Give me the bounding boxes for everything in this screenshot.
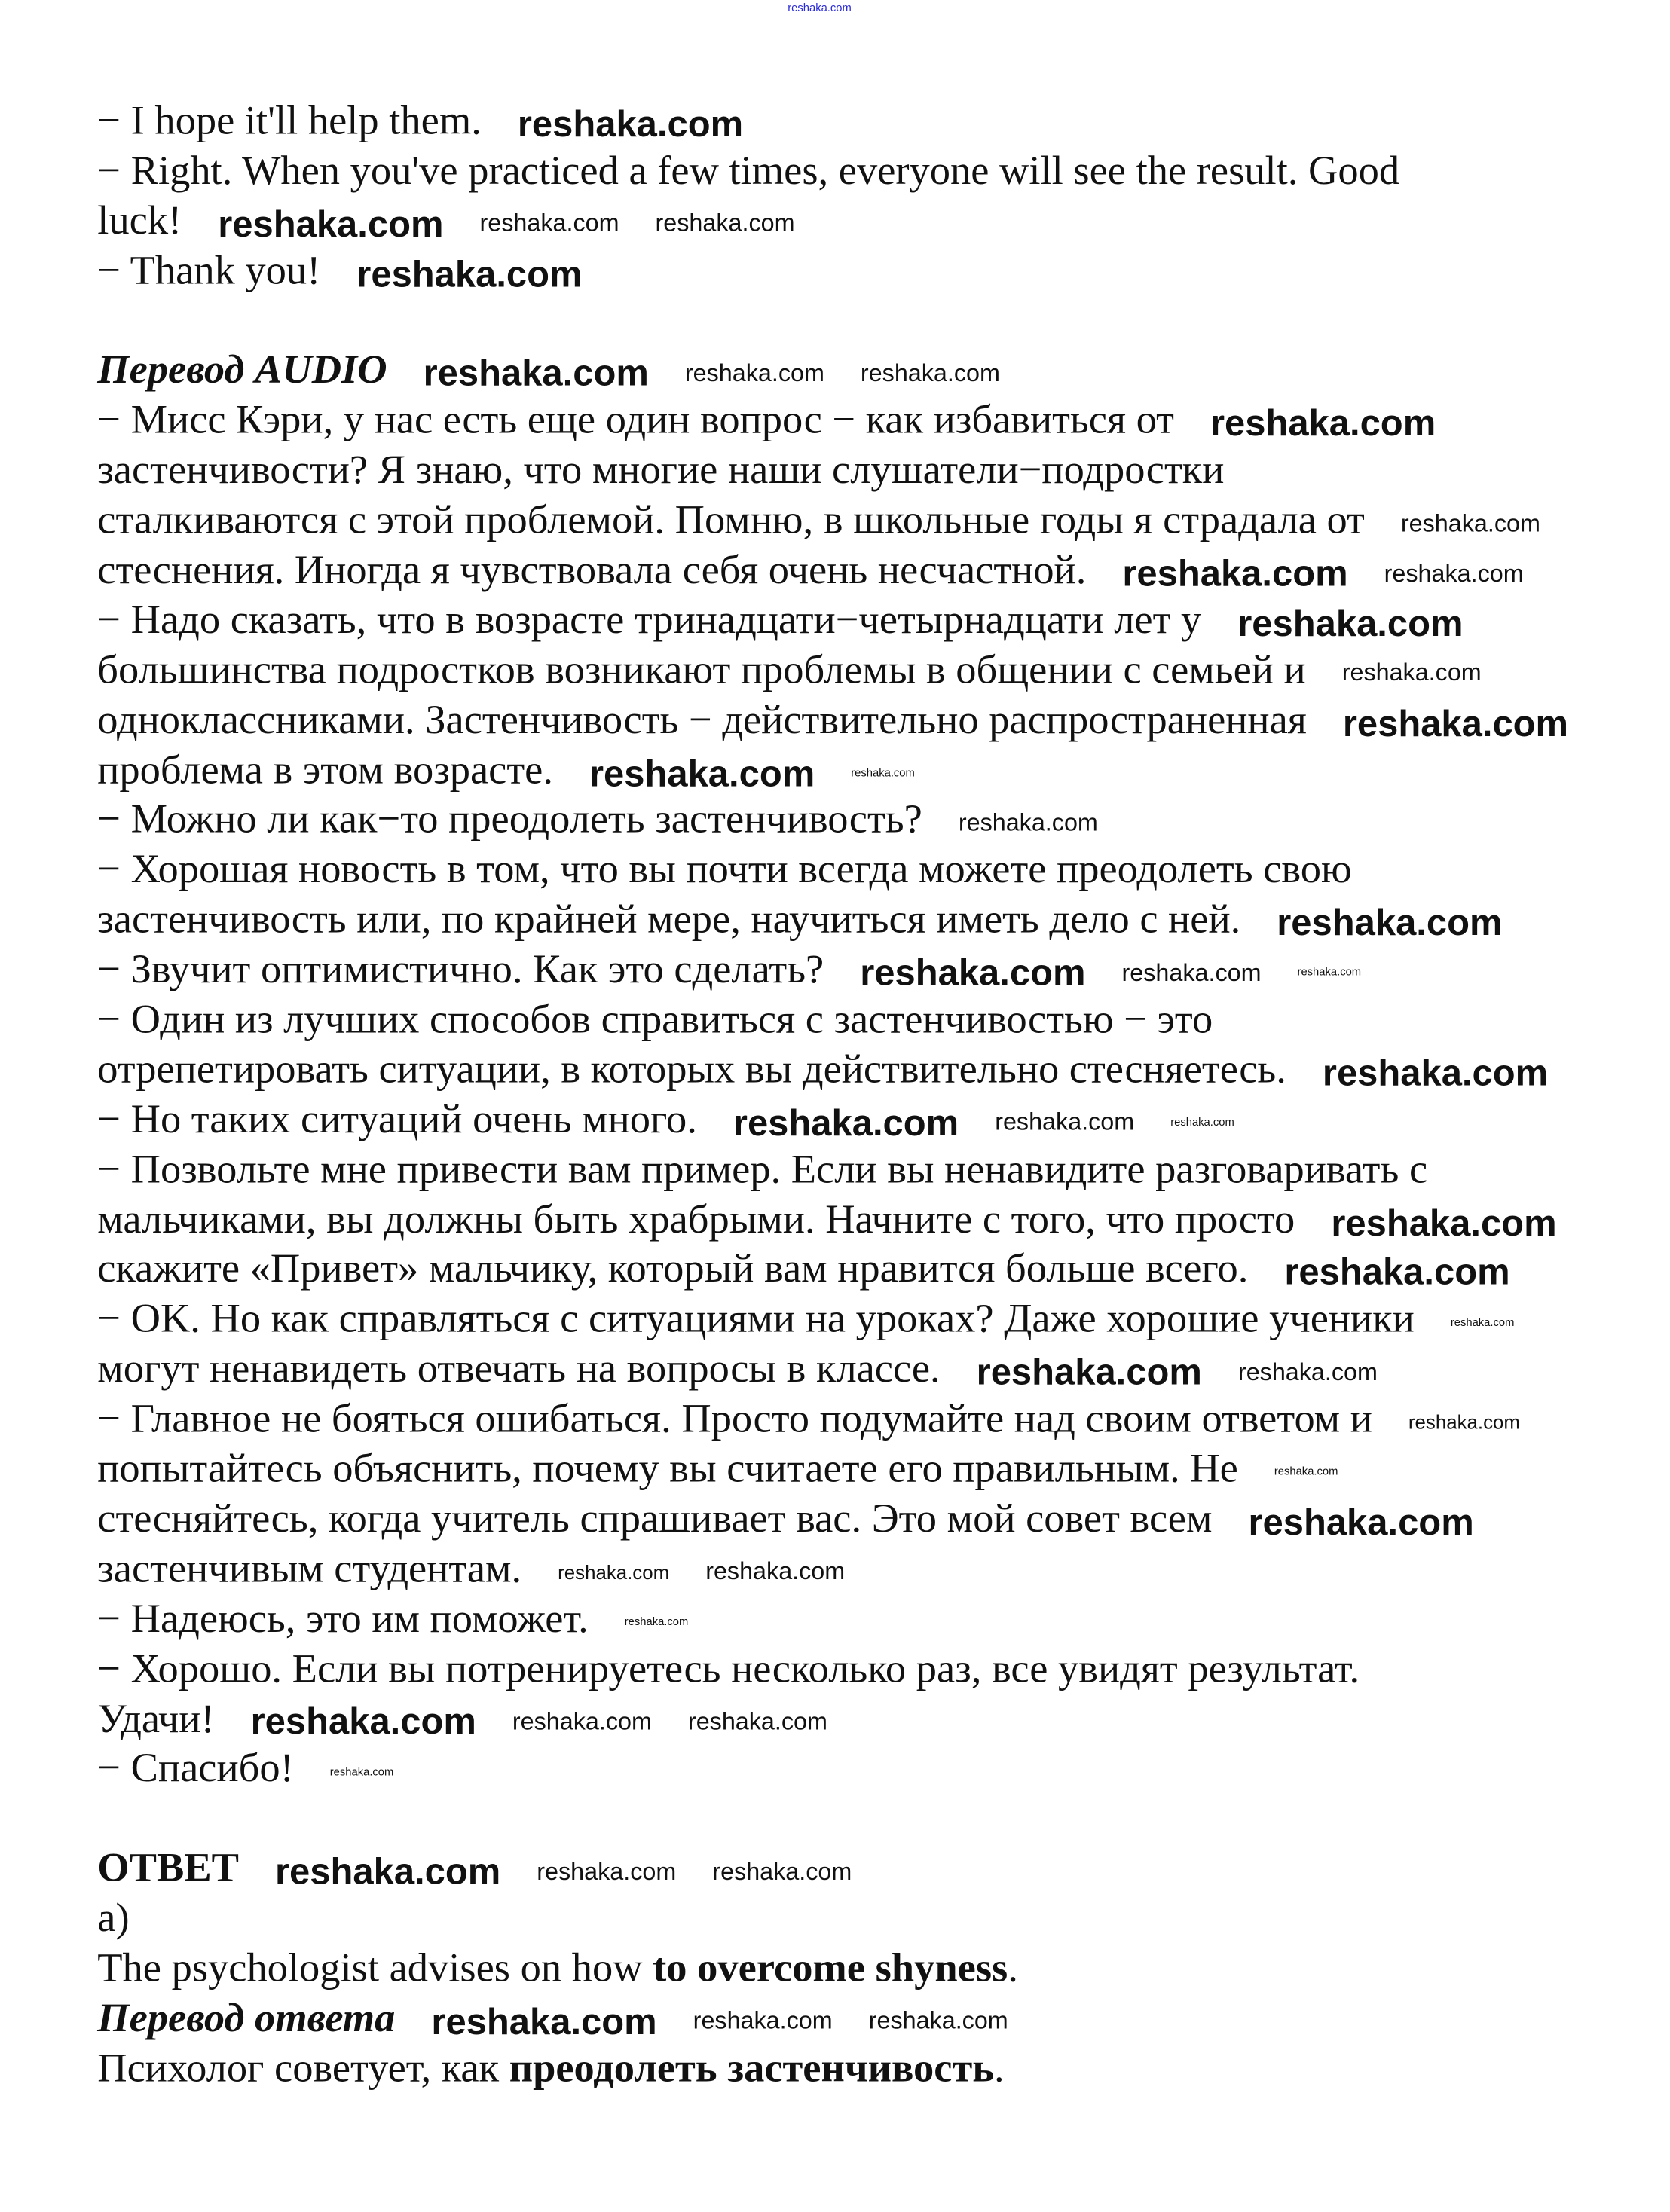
watermark: reshaka.com: [1274, 1465, 1338, 1478]
site-mark: reshaka.com: [788, 1, 852, 14]
watermark: reshaka.com: [356, 252, 583, 295]
watermark: reshaka.com: [329, 1764, 394, 1778]
watermark: reshaka.com: [860, 952, 1086, 994]
line-text: − I hope it'll help them.: [97, 99, 482, 144]
line-text: − Но таких ситуаций очень много.: [97, 1097, 697, 1142]
watermark: reshaka.com: [1331, 1201, 1557, 1244]
text-line: [97, 1396, 1520, 1446]
text-line: [97, 1695, 827, 1745]
watermark: reshaka.com: [1237, 1357, 1378, 1386]
line-text: стеснения. Иногда я чувствовала себя очень несчастной.: [97, 548, 1087, 593]
text-line: [97, 646, 1481, 696]
text-line: [97, 1096, 1234, 1146]
watermark: reshaka.com: [589, 752, 815, 794]
watermark: reshaka.com: [733, 1101, 959, 1144]
line-text: Удачи!: [97, 1697, 215, 1742]
text-line: [97, 1146, 1427, 1196]
text-line: [97, 547, 1523, 597]
line-text: мальчиками, вы должны быть храбрыми. Начните с того, что просто: [97, 1197, 1295, 1242]
watermark: reshaka.com: [958, 808, 1098, 836]
text-line: [97, 2045, 1004, 2094]
watermark: reshaka.com: [423, 353, 649, 395]
text-line: [97, 747, 915, 796]
text-line: [97, 1346, 1378, 1395]
text-line: [97, 1945, 1018, 1995]
line-text: стесняйтесь, когда учитель спрашивает вас. Это мой совет всем: [97, 1496, 1213, 1542]
line-text: − Хорошая новость в том, что вы почти всегда можете преодолеть свою: [97, 848, 1352, 893]
text-line: [97, 597, 1463, 646]
line-text: − Мисс Кэри, у нас есть еще один вопрос − как избавиться от: [97, 398, 1174, 443]
text-line: [97, 1296, 1514, 1346]
watermark: reshaka.com: [1277, 902, 1503, 944]
text-line: [97, 1196, 1556, 1245]
line-text: − Thank you!: [97, 248, 321, 294]
watermark: reshaka.com: [537, 1856, 677, 1885]
text-line: [97, 148, 1399, 197]
text-line: [97, 1596, 688, 1645]
line-text: застенчивость или, по крайней мере, научиться иметь дело с ней.: [97, 897, 1241, 943]
heading-line: [97, 347, 1000, 397]
watermark: reshaka.com: [1384, 558, 1524, 587]
watermark: reshaka.com: [1342, 701, 1569, 744]
watermark: reshaka.com: [1121, 958, 1262, 986]
watermark: reshaka.com: [995, 1108, 1135, 1136]
text-line: [97, 1496, 1473, 1545]
watermark: reshaka.com: [705, 1557, 846, 1585]
watermark: reshaka.com: [655, 209, 795, 237]
text-line: [97, 1645, 1360, 1695]
text-line: [97, 846, 1351, 896]
line-text: Перевод AUDIO: [97, 348, 387, 393]
line-text: одноклассниками. Застенчивость − действительно распространенная: [97, 698, 1307, 743]
watermark: reshaka.com: [1341, 658, 1482, 686]
watermark: reshaka.com: [431, 2000, 657, 2042]
watermark: reshaka.com: [1170, 1116, 1234, 1129]
line-text: − Right. When you've practiced a few times, everyone will see the result. Good: [97, 148, 1400, 194]
watermark: reshaka.com: [1122, 552, 1348, 594]
text-line: [97, 1246, 1509, 1296]
watermark: reshaka.com: [976, 1351, 1202, 1394]
watermark: reshaka.com: [851, 766, 915, 779]
line-text: могут ненавидеть отвечать на вопросы в классе.: [97, 1347, 941, 1392]
line-text: скажите «Привет» мальчику, который вам нравится больше всего.: [97, 1247, 1249, 1292]
line-text: Перевод ответа: [97, 1996, 396, 2041]
watermark: reshaka.com: [250, 1700, 476, 1743]
text-line: [97, 996, 1213, 1046]
line-text: a): [97, 1896, 130, 1942]
text-line: [97, 497, 1540, 547]
line-text: отрепетировать ситуации, в которых вы действительно стесняетесь.: [97, 1047, 1286, 1092]
text-line: [97, 1745, 393, 1795]
text-line: [97, 796, 1098, 846]
watermark: reshaka.com: [1237, 602, 1464, 644]
text-line: [97, 197, 794, 247]
line-text: − Спасибо!: [97, 1746, 294, 1792]
text-line: [97, 946, 1361, 996]
watermark: reshaka.com: [1248, 1501, 1474, 1543]
line-text: застенчивости? Я знаю, что многие наши слушатели−подростки: [97, 448, 1225, 493]
line-text: попытайтесь объяснить, почему вы считаете его правильным. Не: [97, 1447, 1238, 1492]
line-text: − OK. Но как справляться с ситуациями на уроках? Даже хорошие ученики: [97, 1297, 1415, 1342]
watermark: reshaka.com: [1210, 402, 1436, 445]
watermark: reshaka.com: [558, 1561, 670, 1584]
watermark: reshaka.com: [712, 1856, 852, 1885]
text-span: .: [994, 2046, 1005, 2091]
watermark: reshaka.com: [517, 102, 744, 145]
line-text: − Позвольте мне привести вам пример. Если вы ненавидите разговаривать с: [97, 1147, 1428, 1193]
text-line: [97, 1046, 1548, 1096]
text-line: [97, 897, 1502, 946]
line-text: проблема в этом возрасте.: [97, 747, 553, 793]
text-line: [97, 97, 743, 147]
watermark: reshaka.com: [860, 359, 1000, 387]
watermark: reshaka.com: [868, 2006, 1008, 2035]
line-text: − Можно ли как−то преодолеть застенчивость?: [97, 798, 922, 843]
heading-line: [97, 1845, 852, 1895]
watermark: reshaka.com: [479, 209, 619, 237]
line-text: − Один из лучших способов справиться с застенчивостью − это: [97, 998, 1213, 1043]
watermark: reshaka.com: [684, 359, 824, 387]
watermark: reshaka.com: [1400, 509, 1540, 537]
text-line: [97, 697, 1568, 747]
watermark: reshaka.com: [275, 1850, 501, 1893]
line-text: − Хорошо. Если вы потренируетесь несколько раз, все увидят результат.: [97, 1646, 1360, 1691]
line-text: − Звучит оптимистично. Как это сделать?: [97, 947, 824, 992]
text-line: [97, 1545, 845, 1595]
watermark: reshaka.com: [687, 1706, 827, 1735]
text-line: [97, 447, 1224, 496]
line-text: большинства подростков возникают проблемы в общении с семьей и: [97, 648, 1306, 693]
watermark: reshaka.com: [218, 203, 444, 245]
line-text: сталкиваются с этой проблемой. Помню, в школьные годы я страдала от: [97, 498, 1365, 543]
watermark: reshaka.com: [693, 2006, 833, 2035]
text-line: [97, 1895, 129, 1945]
text-line: [97, 247, 582, 297]
heading-line: [97, 1995, 1008, 2045]
line-text: застенчивым студентам.: [97, 1547, 522, 1592]
line-text: − Надо сказать, что в возрасте тринадцати−четырнадцати лет у: [97, 597, 1202, 643]
text-span: The psychologist advises on how: [97, 1946, 653, 1991]
watermark: reshaka.com: [624, 1615, 689, 1628]
watermark: reshaka.com: [1322, 1051, 1549, 1094]
line-text: − Главное не бояться ошибаться. Просто подумайте над своим ответом и: [97, 1397, 1372, 1442]
text-line: [97, 1446, 1338, 1496]
text-span: Психолог советует, как: [97, 2046, 509, 2091]
line-text: ОТВЕТ: [97, 1846, 239, 1891]
watermark: reshaka.com: [1297, 966, 1362, 979]
bold-answer-text: преодолеть застенчивость: [509, 2046, 995, 2091]
line-text: − Надеюсь, это им поможет.: [97, 1596, 589, 1642]
watermark: reshaka.com: [1284, 1251, 1510, 1294]
watermark: reshaka.com: [1408, 1411, 1520, 1434]
text-span: .: [1008, 1946, 1018, 1991]
bold-answer-text: to overcome shyness: [653, 1946, 1008, 1991]
line-text: luck!: [97, 198, 182, 243]
watermark: reshaka.com: [1450, 1315, 1515, 1328]
document-body: [97, 97, 1568, 2094]
text-line: [97, 397, 1436, 447]
watermark: reshaka.com: [512, 1706, 652, 1735]
